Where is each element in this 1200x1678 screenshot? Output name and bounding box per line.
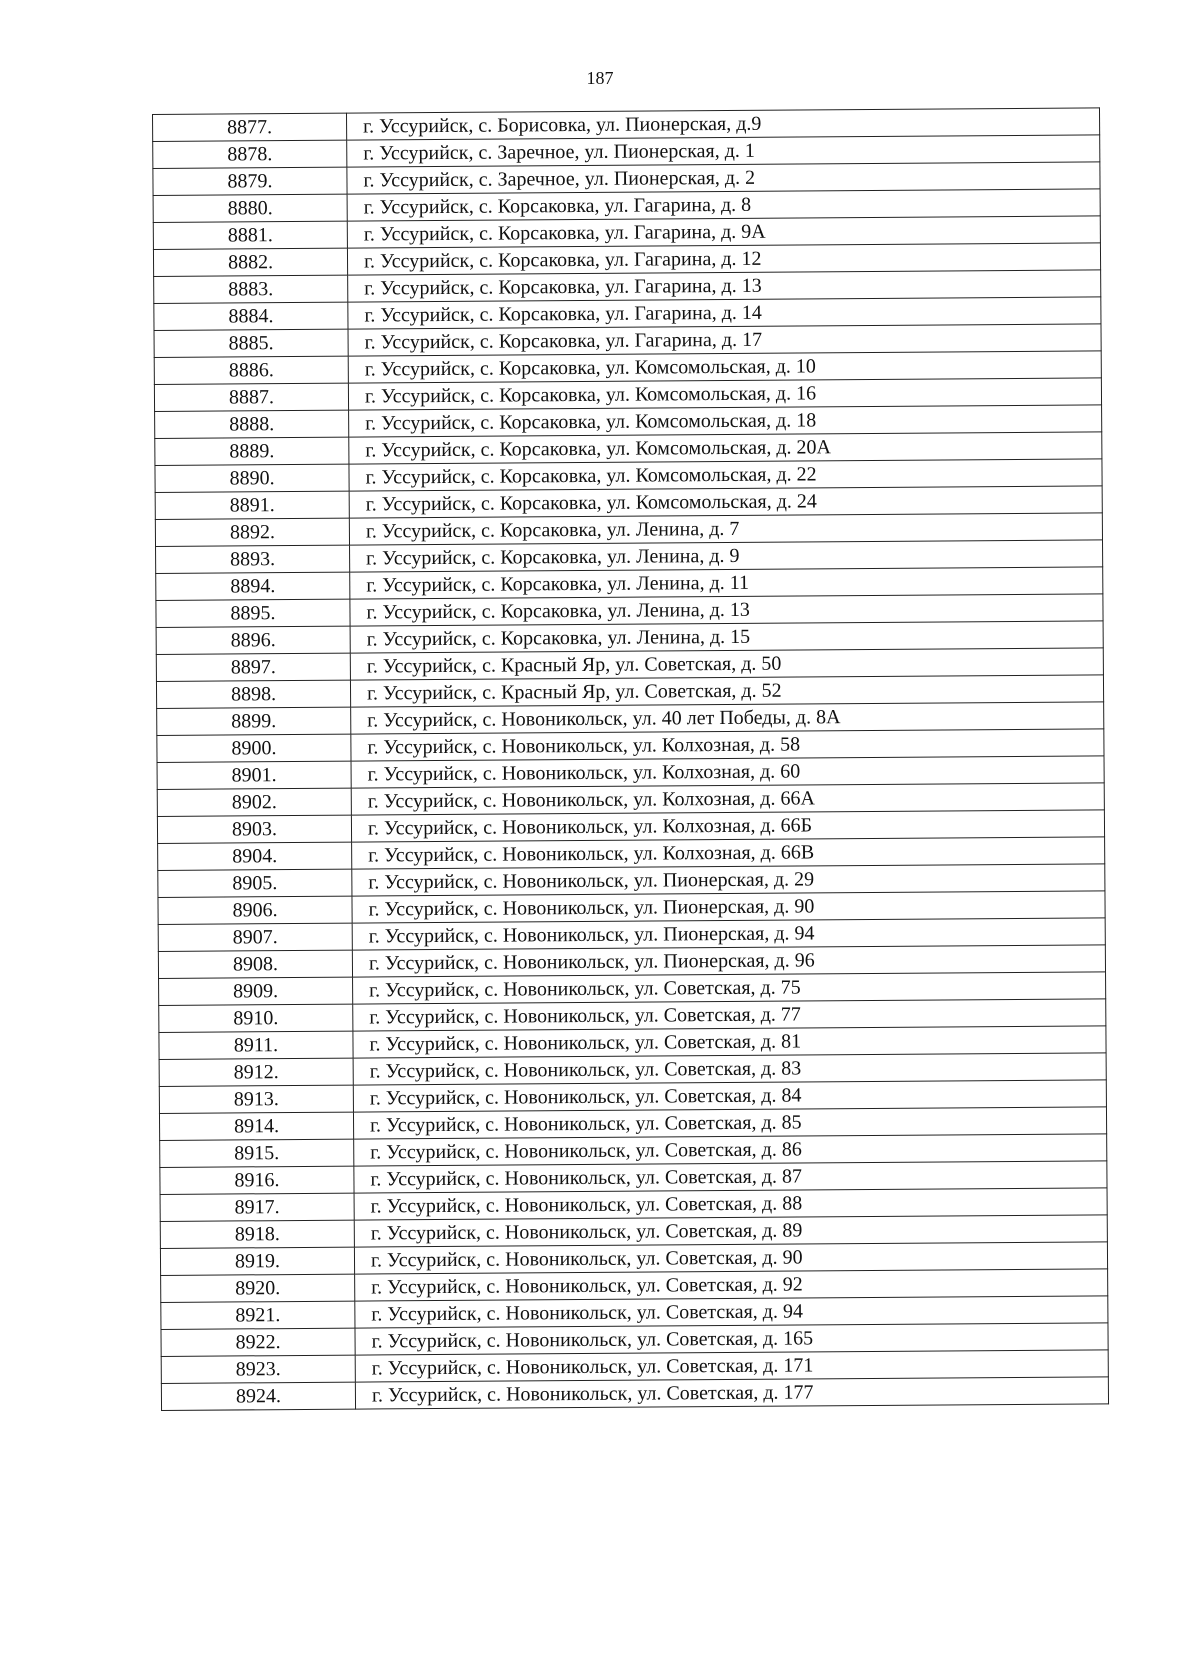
row-address: г. Уссурийск, с. Новоникольск, ул. Советская, д. 88	[354, 1188, 1107, 1220]
row-number: 8912.	[159, 1058, 353, 1086]
row-number: 8899.	[157, 707, 351, 735]
row-number: 8914.	[159, 1112, 353, 1140]
row-number: 8885.	[154, 329, 348, 357]
row-address: г. Уссурийск, с. Новоникольск, ул. Советская, д. 89	[354, 1215, 1107, 1247]
row-number: 8901.	[157, 761, 351, 789]
row-number: 8889.	[155, 437, 349, 465]
row-address: г. Уссурийск, с. Новоникольск, ул. Колхозная, д. 58	[351, 729, 1104, 761]
row-address: г. Уссурийск, с. Новоникольск, ул. Советская, д. 81	[353, 1026, 1106, 1058]
row-address: г. Уссурийск, с. Корсаковка, ул. Гагарина, д. 14	[348, 297, 1101, 329]
row-number: 8887.	[154, 383, 348, 411]
row-address: г. Уссурийск, с. Корсаковка, ул. Ленина, д. 7	[349, 513, 1102, 545]
row-number: 8920.	[161, 1274, 355, 1302]
row-number: 8908.	[158, 950, 352, 978]
row-number: 8888.	[155, 410, 349, 438]
row-number: 8900.	[157, 734, 351, 762]
row-number: 8878.	[153, 140, 347, 168]
row-address: г. Уссурийск, с. Новоникольск, ул. Советская, д. 90	[354, 1242, 1107, 1274]
row-number: 8886.	[154, 356, 348, 384]
row-address: г. Уссурийск, с. Корсаковка, ул. Комсомольская, д. 22	[349, 459, 1102, 491]
row-number: 8883.	[154, 275, 348, 303]
row-address: г. Уссурийск, с. Новоникольск, ул. Советская, д. 171	[355, 1350, 1108, 1382]
row-address: г. Уссурийск, с. Корсаковка, ул. Комсомольская, д. 20А	[349, 432, 1102, 464]
row-address: г. Уссурийск, с. Новоникольск, ул. Пионерская, д. 96	[352, 945, 1105, 977]
row-address: г. Уссурийск, с. Заречное, ул. Пионерская, д. 1	[347, 135, 1100, 167]
row-number: 8884.	[154, 302, 348, 330]
row-address: г. Уссурийск, с. Красный Яр, ул. Советская, д. 52	[350, 675, 1103, 707]
row-address: г. Уссурийск, с. Новоникольск, ул. 40 лет Победы, д. 8А	[351, 702, 1104, 734]
row-number: 8892.	[155, 518, 349, 546]
row-number: 8922.	[161, 1328, 355, 1356]
row-number: 8881.	[153, 221, 347, 249]
row-address: г. Уссурийск, с. Новоникольск, ул. Пионерская, д. 94	[352, 918, 1105, 950]
row-number: 8893.	[156, 545, 350, 573]
row-number: 8924.	[161, 1382, 355, 1410]
row-address: г. Уссурийск, с. Новоникольск, ул. Колхозная, д. 60	[351, 756, 1104, 788]
row-address: г. Уссурийск, с. Корсаковка, ул. Комсомольская, д. 18	[349, 405, 1102, 437]
row-address: г. Уссурийск, с. Корсаковка, ул. Гагарина, д. 9А	[347, 216, 1100, 248]
row-address: г. Уссурийск, с. Новоникольск, ул. Советская, д. 83	[353, 1053, 1106, 1085]
page-number: 187	[586, 68, 614, 88]
row-address: г. Уссурийск, с. Заречное, ул. Пионерская, д. 2	[347, 162, 1100, 194]
row-address: г. Уссурийск, с. Корсаковка, ул. Ленина, д. 9	[350, 540, 1103, 572]
row-number: 8915.	[160, 1139, 354, 1167]
row-number: 8919.	[160, 1247, 354, 1275]
row-address: г. Уссурийск, с. Корсаковка, ул. Гагарина, д. 12	[347, 243, 1100, 275]
row-address: г. Уссурийск, с. Новоникольск, ул. Пионерская, д. 29	[352, 864, 1105, 896]
row-number: 8911.	[159, 1031, 353, 1059]
row-address: г. Уссурийск, с. Новоникольск, ул. Колхозная, д. 66А	[351, 783, 1104, 815]
row-address: г. Уссурийск, с. Корсаковка, ул. Комсомольская, д. 16	[348, 378, 1101, 410]
row-address: г. Уссурийск, с. Корсаковка, ул. Комсомольская, д. 24	[349, 486, 1102, 518]
row-address: г. Уссурийск, с. Корсаковка, ул. Гагарина, д. 8	[347, 189, 1100, 221]
row-number: 8897.	[156, 653, 350, 681]
row-number: 8895.	[156, 599, 350, 627]
row-number: 8882.	[153, 248, 347, 276]
row-number: 8904.	[158, 842, 352, 870]
row-number: 8896.	[156, 626, 350, 654]
row-number: 8918.	[160, 1220, 354, 1248]
row-address: г. Уссурийск, с. Новоникольск, ул. Советская, д. 75	[353, 972, 1106, 1004]
row-number: 8903.	[157, 815, 351, 843]
row-address: г. Уссурийск, с. Новоникольск, ул. Колхозная, д. 66В	[352, 837, 1105, 869]
row-number: 8917.	[160, 1193, 354, 1221]
address-table-body	[153, 108, 1109, 1411]
row-address: г. Уссурийск, с. Корсаковка, ул. Гагарина, д. 13	[348, 270, 1101, 302]
row-address: г. Уссурийск, с. Новоникольск, ул. Советская, д. 86	[354, 1134, 1107, 1166]
row-address: г. Уссурийск, с. Новоникольск, ул. Советская, д. 92	[355, 1269, 1108, 1301]
row-number: 8880.	[153, 194, 347, 222]
row-number: 8906.	[158, 896, 352, 924]
row-address: г. Уссурийск, с. Новоникольск, ул. Советская, д. 84	[353, 1080, 1106, 1112]
row-number: 8921.	[161, 1301, 355, 1329]
row-address: г. Уссурийск, с. Корсаковка, ул. Ленина, д. 13	[350, 594, 1103, 626]
row-number: 8879.	[153, 167, 347, 195]
row-number: 8913.	[159, 1085, 353, 1113]
table-row	[161, 1377, 1108, 1411]
row-number: 8894.	[156, 572, 350, 600]
row-number: 8891.	[155, 491, 349, 519]
row-address: г. Уссурийск, с. Новоникольск, ул. Советская, д. 77	[353, 999, 1106, 1031]
row-address: г. Уссурийск, с. Новоникольск, ул. Колхозная, д. 66Б	[351, 810, 1104, 842]
row-address: г. Уссурийск, с. Корсаковка, ул. Ленина, д. 15	[350, 621, 1103, 653]
row-number: 8898.	[156, 680, 350, 708]
address-table	[152, 107, 1109, 1411]
row-address: г. Уссурийск, с. Новоникольск, ул. Советская, д. 85	[353, 1107, 1106, 1139]
row-number: 8907.	[158, 923, 352, 951]
row-address: г. Уссурийск, с. Корсаковка, ул. Гагарина, д. 17	[348, 324, 1101, 356]
row-number: 8902.	[157, 788, 351, 816]
row-address: г. Уссурийск, с. Новоникольск, ул. Советская, д. 94	[355, 1296, 1108, 1328]
row-number: 8905.	[158, 869, 352, 897]
row-number: 8916.	[160, 1166, 354, 1194]
row-address: г. Уссурийск, с. Новоникольск, ул. Пионерская, д. 90	[352, 891, 1105, 923]
row-number: 8910.	[159, 1004, 353, 1032]
row-number: 8923.	[161, 1355, 355, 1383]
row-address: г. Уссурийск, с. Корсаковка, ул. Комсомольская, д. 10	[348, 351, 1101, 383]
row-number: 8877.	[153, 113, 347, 141]
row-address: г. Уссурийск, с. Новоникольск, ул. Советская, д. 177	[355, 1377, 1108, 1409]
row-address: г. Уссурийск, с. Новоникольск, ул. Советская, д. 87	[354, 1161, 1107, 1193]
row-address: г. Уссурийск, с. Красный Яр, ул. Советская, д. 50	[350, 648, 1103, 680]
row-number: 8890.	[155, 464, 349, 492]
row-address: г. Уссурийск, с. Корсаковка, ул. Ленина, д. 11	[350, 567, 1103, 599]
row-address: г. Уссурийск, с. Новоникольск, ул. Советская, д. 165	[355, 1323, 1108, 1355]
row-number: 8909.	[159, 977, 353, 1005]
row-address: г. Уссурийск, с. Борисовка, ул. Пионерская, д.9	[346, 108, 1099, 140]
